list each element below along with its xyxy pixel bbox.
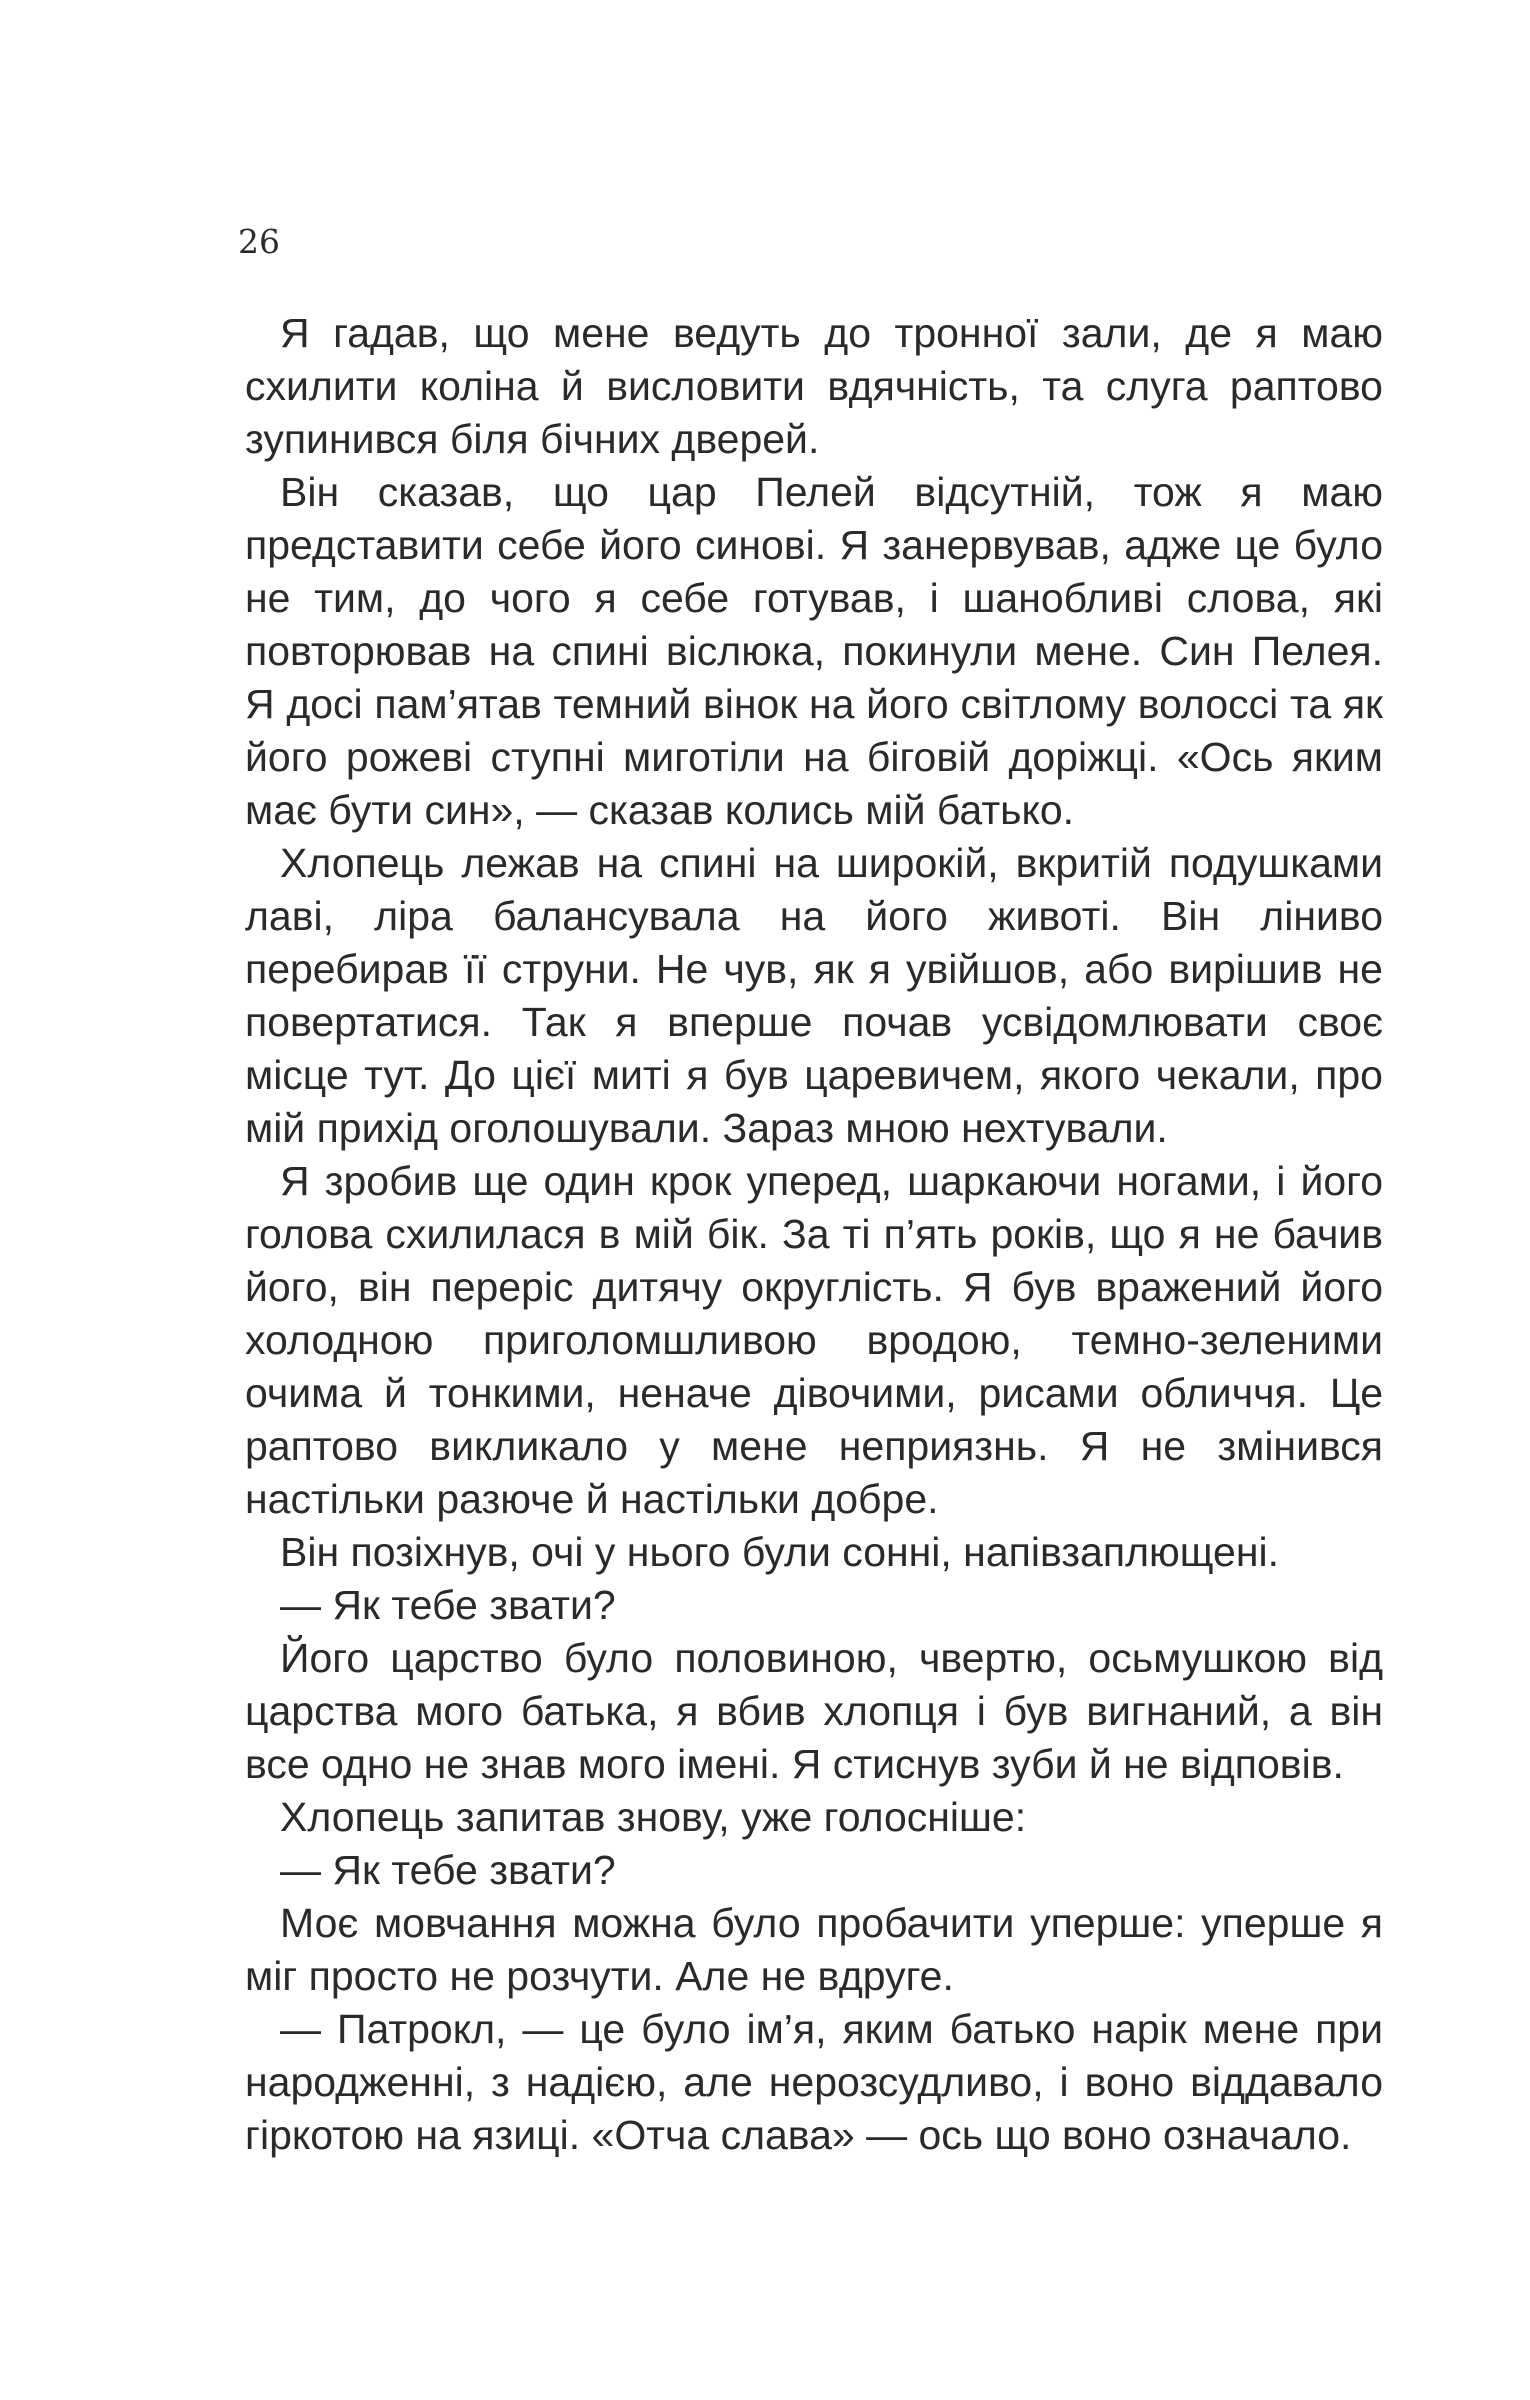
- page-number: 26: [238, 222, 280, 261]
- body-text: [245, 307, 1383, 2162]
- paragraph-8: Моє мовчання можна було пробачити уперше: уперше я міг просто не розчути. Але не вдруге.: [245, 1900, 1383, 1999]
- paragraph-6: Його царство було половиною, чвертю, осьмушкою від царства мого батька, я вбив хлопця і був вигнаний, а він все одно не знав мого імені. Я стиснув зуби й не відповів.: [245, 1635, 1383, 1787]
- paragraph-4: Я зробив ще один крок уперед, шаркаючи ногами, і його голова схилилася в мій бік. За ті п’ять років, що я не бачив його, він переріс дитячу округлість. Я був вражений його холодною приголомшливою вродою, темно-зеленими очима й тонкими, неначе дівочими, рисами обличчя. Це раптово викликало у мене неприязнь. Я не змінився настільки разюче й настільки добре.: [245, 1158, 1383, 1522]
- paragraph-5: Він позіхнув, очі у нього були сонні, напівзаплющені.: [280, 1529, 1279, 1575]
- dialogue-line-3: — Патрокл, — це було ім’я, яким батько нарік мене при народженні, з надією, але нерозсудливо, і воно віддавало гіркотою на язиці. «Отча слава» — ось що воно означало.: [245, 2006, 1383, 2158]
- dialogue-line-1: — Як тебе звати?: [280, 1582, 616, 1628]
- dialogue-line-2: — Як тебе звати?: [280, 1847, 616, 1893]
- paragraph-7: Хлопець запитав знову, уже голосніше:: [280, 1794, 1027, 1840]
- paragraph-2: Він сказав, що цар Пелей відсутній, тож я маю представити себе його синові. Я занервував, адже це було не тим, до чого я себе готував, і шанобливі слова, які повторював на спині віслюка, покинули мене. Син Пелея. Я досі пам’ятав темний вінок на його світлому волоссі та як його рожеві ступні миготіли на біговій доріжці. «Ось яким має бути син», — сказав колись мій батько.: [245, 469, 1383, 833]
- paragraph-3: Хлопець лежав на спині на широкій, вкритій подушками лаві, ліра балансувала на його животі. Він ліниво перебирав її струни. Не чув, як я увійшов, або вирішив не повертатися. Так я вперше почав усвідомлювати своє місце тут. До цієї миті я був царевичем, якого чекали, про мій прихід оголошували. Зараз мною нехтували.: [245, 840, 1383, 1151]
- paragraph-1: Я гадав, що мене ведуть до тронної зали, де я маю схилити коліна й висловити вдячність, та слуга раптово зупинився біля бічних дверей.: [245, 310, 1383, 462]
